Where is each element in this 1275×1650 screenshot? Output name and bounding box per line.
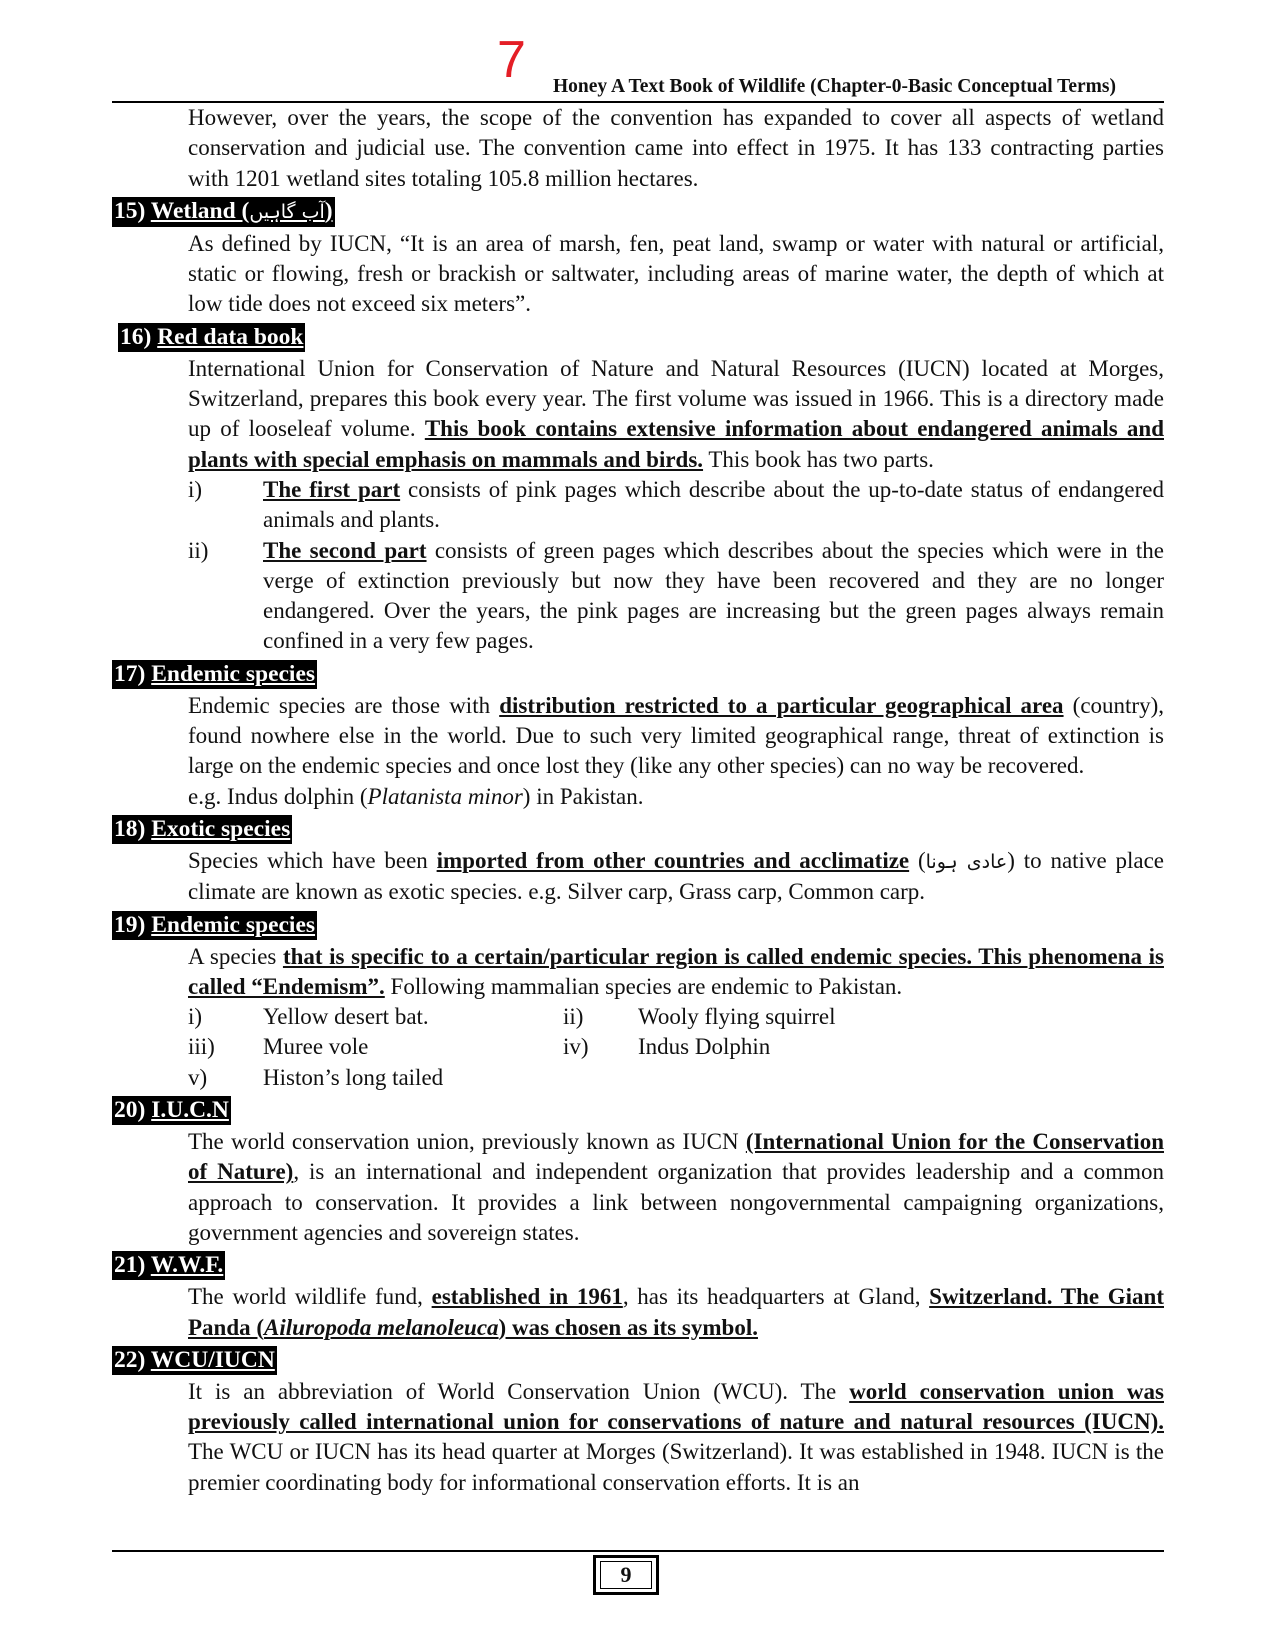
section-title: Exotic species: [151, 815, 291, 842]
section-number: 16): [120, 323, 152, 350]
chapter-number: 7: [497, 31, 526, 89]
section-title: Wetland (آب گاہیں): [150, 197, 333, 224]
endemism-paragraph: A species that is specific to a certain/particular region is called endemic species. This phenomena is called “Endemism”. Following mammalian species are endemic to Pakistan.: [188, 943, 1164, 999]
exotic-species-paragraph: Species which have been imported from other countries and acclimatize (عادی ہونا) to native place climate are known as exotic species. e.g. Silver carp, Grass carp, Common carp.: [188, 847, 1164, 905]
list-item: [188, 536, 1164, 657]
endemic-species-paragraph: Endemic species are those with distribution restricted to a particular geographical area (country), found nowhere else in the world. Due to such very limited geographical range, threat of extinction is large on the endemic species and once lost they (like any other species) can no way be recovered.: [188, 692, 1164, 779]
species-name: Wooly flying squirrel: [638, 1004, 836, 1030]
species-list-row: i) Yellow desert bat. ii) Wooly flying squirrel: [188, 1002, 1164, 1032]
list-item: [188, 475, 1164, 536]
footer-divider: [112, 1550, 1164, 1552]
section-heading-endemic-species: [112, 911, 317, 940]
section-number: 19): [114, 911, 146, 938]
example-line: e.g. Indus dolphin (Platanista minor) in Pakistan.: [188, 783, 644, 809]
section-heading-endemic-species: [112, 660, 317, 689]
emphasis-text: established in 1961: [431, 1284, 623, 1310]
species-name: Histon’s long tailed: [263, 1064, 444, 1090]
list-number: i): [188, 476, 203, 502]
list-text: The second part consists of green pages which describes about the species which were in the verge of extinction previously but now they have been recovered and they are no longer endangered. Over the years, the pink pages are increasing but the green pages always remain confined in a very few pages.: [263, 537, 1164, 654]
urdu-term: آب گاہیں: [249, 200, 325, 223]
intro-paragraph: However, over the years, the scope of the convention has expanded to cover all aspects of wetland conservation and judicial use. The convention came into effect in 1975. It has 133 contracting parties with 1201 wetland sites totaling 105.8 million hectares.: [188, 105, 1164, 191]
section-title: W.W.F.: [150, 1252, 224, 1279]
species-name: Indus Dolphin: [638, 1034, 771, 1060]
section-title: WCU/IUCN: [150, 1346, 275, 1373]
species-name: Muree vole: [263, 1034, 369, 1060]
section-heading-red-data-book: [118, 323, 305, 352]
section-heading-exotic-species: [112, 815, 292, 844]
section-number: 17): [114, 660, 146, 687]
section-heading-iucn: [112, 1096, 231, 1125]
section-title: Endemic species: [151, 660, 316, 687]
emphasis-text: world conservation union was previously called international union for conservations of nature and natural resources (IUCN).: [188, 1378, 1164, 1435]
wcu-paragraph: It is an abbreviation of World Conservation Union (WCU). The world conservation union was previously called international union for conservations of nature and natural resources (IUCN). The WCU or IUCN has its head quarter at Morges (Switzerland). It was established in 1948. IUCN is the premier coordinating body for informational conservation efforts. It is an: [188, 1378, 1164, 1495]
section-title: Red data book: [157, 323, 304, 350]
emphasis-text: This book contains extensive information about endangered animals and plants with special emphasis on mammals and birds.: [188, 416, 1164, 472]
species-list-row: v) Histon’s long tailed: [188, 1063, 1164, 1093]
book-title: Honey A Text Book of Wildlife (Chapter-0-Basic Conceptual Terms): [553, 76, 1117, 97]
section-number: 21): [114, 1252, 146, 1279]
section-title: I.U.C.N: [151, 1097, 229, 1124]
section-number: 20): [114, 1097, 146, 1124]
wwf-paragraph: The world wildlife fund, established in 1961, has its headquarters at Gland, Switzerland. The Giant Panda (Ailuropoda melanoleuca) was chosen as its symbol.: [188, 1284, 1164, 1340]
emphasis-text: imported from other countries and acclimatize: [436, 847, 910, 873]
wetland-paragraph: As defined by IUCN, “It is an area of marsh, fen, peat land, swamp or water with natural or artificial, static or flowing, fresh or brackish or saltwater, including areas of marine water, the depth of which at low tide does not exceed six meters”.: [188, 230, 1164, 317]
emphasis-text: (International Union for the Conservation of Nature): [188, 1129, 1164, 1185]
section-heading-wetland: [112, 197, 335, 227]
page-content: [112, 103, 1164, 1498]
scientific-name: Ailuropoda melanoleuca: [264, 1314, 499, 1340]
red-data-book-paragraph: International Union for Conservation of Nature and Natural Resources (IUCN) located at Morges, Switzerland, prepares this book every year. The first volume was issued in 1966. This is a directory made up of looseleaf volume. This book contains extensive information about endangered animals and plants with special emphasis on mammals and birds. This book has two parts.: [188, 355, 1164, 472]
section-number: 22): [114, 1346, 146, 1373]
emphasis-text: distribution restricted to a particular geographical area: [499, 692, 1064, 718]
section-heading-wcu-iucn: [112, 1346, 277, 1375]
scientific-name: Platanista minor: [367, 783, 523, 809]
list-text: The first part consists of pink pages which describe about the up-to-date status of endangered animals and plants.: [263, 476, 1164, 533]
list-number: ii): [188, 537, 209, 563]
iucn-paragraph: The world conservation union, previously known as IUCN (International Union for the Conservation of Nature), is an international and independent organization that provides leadership and a common approach to conservation. It provides a link between nongovernmental campaigning organizations, government agencies and sovereign states.: [188, 1129, 1164, 1245]
section-heading-wwf: [112, 1251, 225, 1280]
species-name: Yellow desert bat.: [263, 1004, 429, 1030]
page-number-box: [593, 1555, 659, 1595]
page-number: 9: [600, 1561, 652, 1589]
species-list-row: iii) Muree vole iv) Indus Dolphin: [188, 1032, 1164, 1062]
urdu-term: عادی ہونا: [925, 850, 1008, 873]
section-number: 18): [114, 815, 146, 842]
section-title: Endemic species: [151, 911, 316, 938]
section-number: 15): [114, 197, 146, 224]
emphasis-text: that is specific to a certain/particular region is called endemic species. This phenomena is called “Endemism”.: [188, 943, 1164, 999]
